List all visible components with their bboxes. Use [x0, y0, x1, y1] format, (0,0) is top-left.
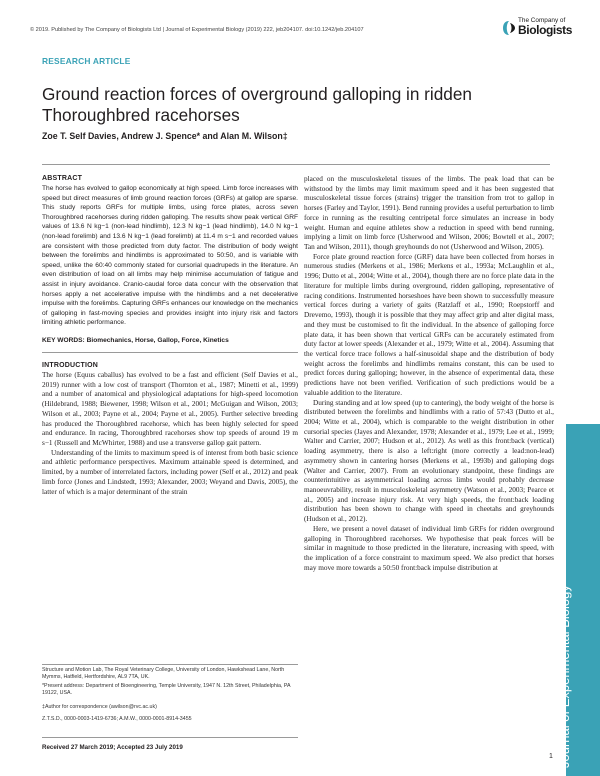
introduction-heading: INTRODUCTION	[42, 362, 99, 369]
right-column	[304, 175, 554, 573]
correspondence[interactable]: ‡Author for correspondence (awilson@rvc.ac.uk)	[42, 704, 157, 710]
article-type: RESEARCH ARTICLE	[42, 56, 131, 66]
header-divider	[42, 164, 550, 165]
logo-text-small: The Company of	[518, 17, 566, 24]
keywords	[42, 336, 298, 346]
publisher-logo[interactable]	[502, 16, 578, 42]
abstract-divider	[42, 352, 298, 353]
right-paragraph-4: Here, we present a novel dataset of individual limb GRFs for ridden overground galloping in Thoroughbred racehorses. We hypothesise that peak forces will be similar in magnitude to those predicted in the literature, increasing with speed, with the implication of a force constraint to maximum speed. We also predict that horses may move more towards a 50:50 front:back impulse distribution at	[304, 524, 554, 572]
received-dates: Received 27 March 2019; Accepted 23 July 2019	[42, 744, 183, 751]
page-number: 1	[549, 753, 553, 760]
received-divider	[42, 737, 298, 738]
author-list: Zoe T. Self Davies, Andrew J. Spence* and Alan M. Wilson‡	[42, 131, 288, 141]
left-column	[42, 175, 298, 497]
right-paragraph-1: placed on the musculoskeletal tissues of the limbs. The peak load that can be withstood by the limbs may limit maximum speed and it has been suggested that musculoskeletal tissue forces (strains) trigger the transition from trot to gallop in horses (Farley and Taylor, 1991). Bend running provides a useful perturbation to limb force in running as the resulting centripetal force simulates an increase in body weight. Human and equine athletes show a reduction in speed with bend running, implying a limit on limb force (Usherwood and Wilson, 2006; Bowtell et al., 2007; Tan and Wilson, 2011), though greyhounds do not (Usherwood and Wilson, 2005).	[304, 175, 554, 252]
right-paragraph-2: Force plate ground reaction force (GRF) data have been collected from horses in numerous studies (Merkens et al., 1986; Merkens et al., 1993a; McLaughlin et al., 1996; Dutto et al., 2004; Witte et al., 2004), though there are no force plate data in the literature for multiple limbs during overground, ridden galloping, representative of racing conditions. Instrumented horseshoes have been shown to successfully measure vertical forces during a variety of gaits (Ratzlaff et al., 1990; Roepstorff and Drevemo, 1993), though it is possible that they may affect grip and alter digital mass, and they must be customised to fit the individual. In the absence of galloping force plate data, it has been shown that vertical GRFs can be accurately estimated from duty factor at lower speeds (Alexander et al., 1979; Witte et al., 2004). Assuming that the vertical force trace follows a half-sinusoidal shape and the distribution of body weight across the forelimbs and hindlimbs remains constant, this can be used to predict forces during galloping; however, in the absence of experimental data, these predictions have not been verified. Verification of such predictions would be a valuable addition to the literature.	[304, 252, 554, 397]
keywords-label: KEY WORDS:	[42, 336, 85, 344]
abstract-text: The horse has evolved to gallop economically at high speed. Limb force increases with speed but direct measures of limb ground reaction forces (GRFs) at gallop are sparse. This study reports GRFs for multiple limbs, using force plates, across seven Thoroughbred racehorses during ridden galloping. The results show peak vertical GRF values of 13.6 N kg−1 (non-lead hindlimb), 12.3 N kg−1 (lead hindlimb), 14.0 N kg−1 (non-lead forelimb) and 13.6 N kg−1 (lead forelimb) at 11.4 m s−1 and recorded values are consistent with those predicted from duty factor. The distribution of body weight between the forelimbs and hindlimbs is approximated to 50:50, and is variable with speed, unlike the 60:40 commonly stated for cursorial quadrupeds in the literature. An even distribution of load on all limbs may help minimise accumulation of fatigue and assist in injury avoidance. Cranio-caudal force data concur with the observation that horses apply a net accelerative impulse with the hindlimbs and a net decelerative impulse with the forelimbs. Capturing GRFs enhances our knowledge on the mechanics of galloping in fast-moving species and provides insight into injury risk and factors limiting athletic performance.	[42, 185, 298, 327]
affiliation-1: Structure and Motion Lab, The Royal Veterinary College, University of London, Hawkshead Lane, North Mymms, Hatfield, Hertfordshire, AL9 7TA, UK.	[42, 667, 285, 681]
affiliation-2: *Present address: Department of Bioengineering, Temple University, 1947 N. 12th Street, Philadelphia, PA 19122, USA.	[42, 683, 291, 697]
orcid-ids[interactable]: Z.T.S.D., 0000-0003-1419-6736; A.M.W., 0000-0001-8914-3455	[42, 716, 192, 722]
keywords-list: Biomechanics, Horse, Gallop, Force, Kinetics	[86, 336, 229, 344]
abstract-heading: ABSTRACT	[42, 175, 83, 182]
intro-paragraph-1: The horse (Equus caballus) has evolved to be a fast and efficient (Self Davies et al., 2019) runner with a low cost of transport (Thornton et al., 1987; Minetti et al., 1999) and a number of anatomical and physiological adaptations for high-speed locomotion (Hildebrand, 1988; Biewener, 1998; Wilson et al., 2001; McGuigan and Wilson, 2003; Wilson et al., 2003; Payne et al., 2004; Payne et al., 2005). Further selective breeding has produced the Thoroughbred racehorse, which has been highly selected for speed and endurance. In racing, Thoroughbred racehorses show top speeds of around 19 m s−1 (Russell and McWhirter, 1988) and use a transverse gallop gait pattern.	[42, 371, 298, 448]
journal-sidebar	[557, 424, 600, 776]
intro-paragraph-2: Understanding of the limits to maximum speed is of interest from both basic science and athletic performance perspectives. Maximum attainable speed is determined, and limited, by a number of interrelated factors, including power (Self et al., 2012) and peak limb force (Jones and Lindstedt, 1993; Alexander, 2003; Weyand and Davis, 2005), the latter of which is a major determinant of the strain	[42, 448, 298, 496]
logo-mark-icon	[502, 20, 516, 36]
footnote-divider	[42, 664, 298, 665]
right-paragraph-3: During standing and at low speed (up to cantering), the body weight of the horse is distributed between the forelimbs and hindlimbs with a ratio of 57:43 (Dutto et al., 2004; Witte et al., 2004), which is comparable to the weight distribution in other cursorial species (Jayes and Alexander, 1978; Alexander et al., 1979; Lee et al., 1999; Walter and Carrier, 2007; Hudson et al., 2012). As well as this front:back (vertical) loading asymmetry, there is also a left:right (more correctly a lead:non-lead) asymmetry shown in cantering horses (Merkens et al., 1993b) and galloping dogs (Walter and Carrier, 2007). From an evolutionary standpoint, these findings are counterintuitive as asymmetrical loading across limbs would probably decrease manoeuvrability, result in musculoskeletal asymmetry (Watson et al., 2003; Pearce et al., 2005) and increase injury risk. At very high speeds, the front:back loading distribution has been shown to change with speed in cheetahs and greyhounds (Hudson et al., 2012).	[304, 398, 554, 524]
journal-name-vertical: Journal of Experimental Biology	[557, 585, 572, 768]
logo-text-big: Biologists	[518, 23, 573, 37]
citation-header: © 2019. Published by The Company of Biologists Ltd | Journal of Experimental Biology (2019) 222, jeb204107. doi:10.1242/jeb.204107	[30, 27, 364, 33]
article-title: Ground reaction forces of overground galloping in ridden Thoroughbred racehorses	[42, 84, 472, 125]
